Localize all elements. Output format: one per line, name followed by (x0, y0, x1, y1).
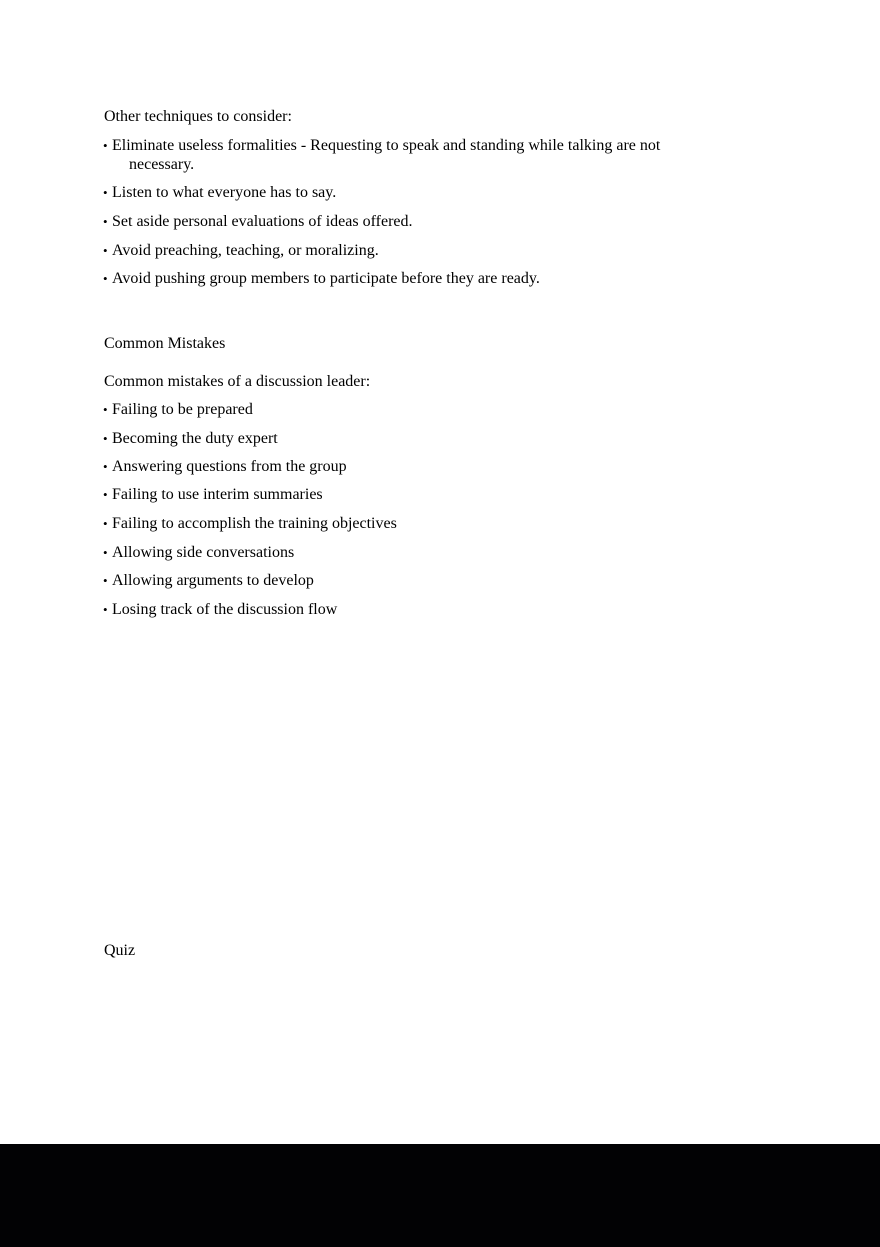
list-item (103, 514, 397, 533)
list-item (103, 457, 347, 476)
list-item-text: Set aside personal evaluations of ideas offered. (112, 213, 413, 230)
list-item-text: Failing to use interim summaries (112, 486, 323, 503)
list-item (103, 400, 253, 419)
list-item (103, 543, 294, 562)
list-item (103, 136, 660, 174)
list-item (103, 241, 379, 260)
common-mistakes-intro: Common mistakes of a discussion leader: (104, 373, 371, 390)
bottom-black-bar (0, 1144, 880, 1247)
bullet-icon: • (103, 185, 108, 200)
list-item-text: Losing track of the discussion flow (112, 601, 338, 618)
list-item-text: Allowing arguments to develop (112, 572, 314, 589)
bullet-icon: • (103, 487, 108, 502)
bullet-icon: • (103, 516, 108, 531)
bullet-icon: • (103, 402, 108, 417)
list-item-text-continued: necessary. (129, 156, 195, 173)
list-item (103, 571, 314, 590)
list-item-text: Answering questions from the group (112, 458, 347, 475)
list-item (103, 429, 278, 448)
list-item (103, 212, 413, 231)
list-item-text: Allowing side conversations (112, 544, 295, 561)
list-item-text: Failing to be prepared (112, 401, 253, 418)
list-item-text: Listen to what everyone has to say. (112, 184, 337, 201)
section-heading-common-mistakes: Common Mistakes (104, 335, 226, 352)
list-item-text: Eliminate useless formalities - Requesting to speak and standing while talking are not (112, 137, 661, 154)
bullet-icon: • (103, 545, 108, 560)
list-item (103, 269, 540, 288)
list-item (103, 183, 336, 202)
list-item-text: Avoid preaching, teaching, or moralizing. (112, 242, 379, 259)
bullet-icon: • (103, 602, 108, 617)
bullet-icon: • (103, 459, 108, 474)
bullet-icon: • (103, 243, 108, 258)
bullet-icon: • (103, 138, 108, 153)
list-item-text: Avoid pushing group members to participate before they are ready. (112, 270, 540, 287)
list-item (103, 600, 337, 619)
bullet-icon: • (103, 271, 108, 286)
list-item-text: Becoming the duty expert (112, 430, 278, 447)
bullet-icon: • (103, 214, 108, 229)
bullet-icon: • (103, 573, 108, 588)
list-item (103, 485, 323, 504)
list-item-text: Failing to accomplish the training objectives (112, 515, 397, 532)
techniques-intro: Other techniques to consider: (104, 108, 292, 125)
bullet-icon: • (103, 431, 108, 446)
section-heading-quiz: Quiz (104, 942, 136, 959)
